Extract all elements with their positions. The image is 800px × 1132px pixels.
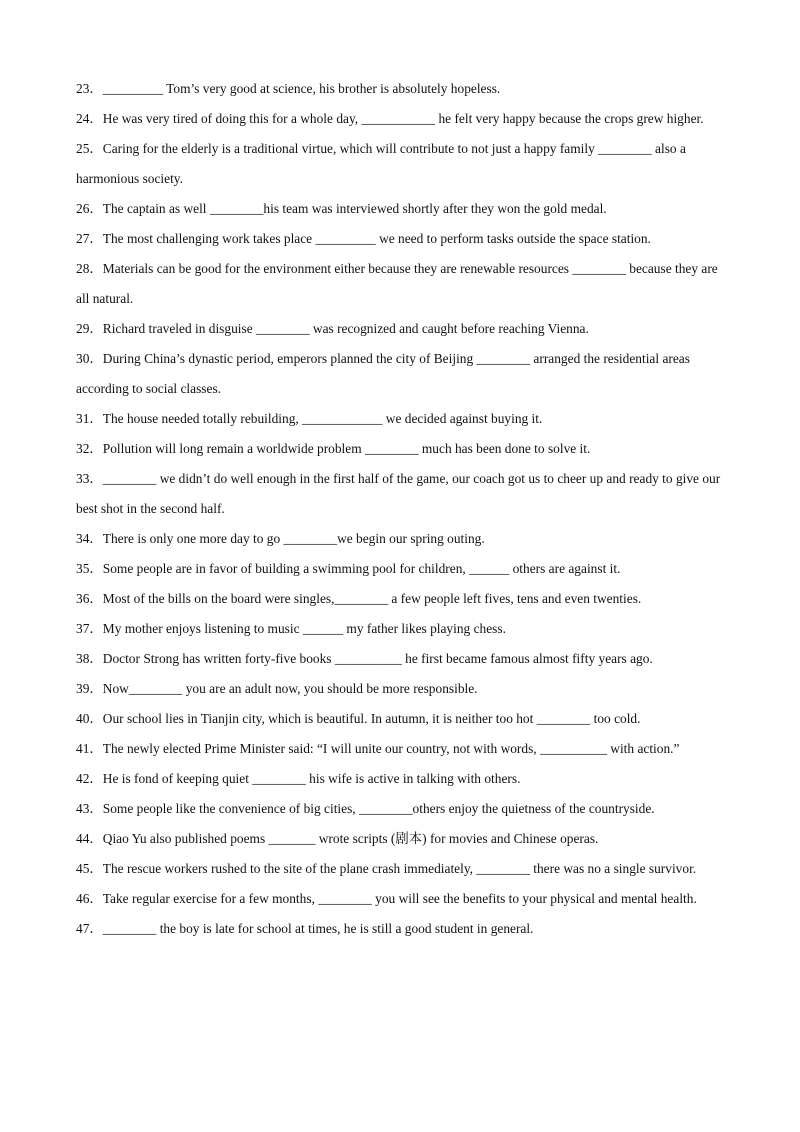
question-item bbox=[76, 734, 730, 764]
question-number: 31． bbox=[76, 411, 103, 426]
question-number: 42． bbox=[76, 771, 103, 786]
question-item bbox=[76, 224, 730, 254]
question-item bbox=[76, 914, 730, 944]
question-number: 47． bbox=[76, 921, 103, 936]
question-text: There is only one more day to go ________we begin our spring outing. bbox=[102, 531, 485, 546]
question-number: 34． bbox=[76, 531, 103, 546]
question-number: 23． bbox=[76, 81, 103, 96]
question-text: Materials can be good for the environment either because they are renewable resources ________ because they are all natural. bbox=[76, 261, 718, 306]
question-number: 32． bbox=[76, 441, 103, 456]
question-text: Some people like the convenience of big cities, ________others enjoy the quietness of the countryside. bbox=[102, 801, 655, 816]
question-item bbox=[76, 674, 730, 704]
question-number: 36． bbox=[76, 591, 103, 606]
question-item bbox=[76, 764, 730, 794]
question-number: 41． bbox=[76, 741, 103, 756]
question-text: My mother enjoys listening to music ______ my father likes playing chess. bbox=[102, 621, 506, 636]
question-text: The most challenging work takes place _________ we need to perform tasks outside the space station. bbox=[102, 231, 651, 246]
question-text: Richard traveled in disguise ________ was recognized and caught before reaching Vienna. bbox=[102, 321, 589, 336]
question-item bbox=[76, 554, 730, 584]
question-text: During China’s dynastic period, emperors planned the city of Beijing ________ arranged the residential areas according to social classes. bbox=[76, 351, 690, 396]
question-number: 26． bbox=[76, 201, 103, 216]
question-number: 37． bbox=[76, 621, 103, 636]
question-text: Doctor Strong has written forty-five books __________ he first became famous almost fifty years ago. bbox=[102, 651, 653, 666]
question-text: The rescue workers rushed to the site of the plane crash immediately, ________ there was no a single survivor. bbox=[102, 861, 697, 876]
question-item bbox=[76, 104, 730, 134]
question-item bbox=[76, 404, 730, 434]
question-number: 45． bbox=[76, 861, 103, 876]
question-number: 35． bbox=[76, 561, 103, 576]
question-text: The house needed totally rebuilding, ____________ we decided against buying it. bbox=[102, 411, 543, 426]
question-text: Qiao Yu also published poems _______ wrote scripts (剧本) for movies and Chinese operas. bbox=[102, 831, 599, 846]
question-item bbox=[76, 344, 730, 404]
worksheet-page bbox=[76, 74, 730, 944]
question-item bbox=[76, 704, 730, 734]
question-item bbox=[76, 464, 730, 524]
question-number: 28． bbox=[76, 261, 103, 276]
question-text: Caring for the elderly is a traditional virtue, which will contribute to not just a happy family ________ also a harmonious society. bbox=[76, 141, 686, 186]
question-number: 46． bbox=[76, 891, 103, 906]
question-number: 24． bbox=[76, 111, 103, 126]
question-number: 25． bbox=[76, 141, 103, 156]
question-item bbox=[76, 524, 730, 554]
question-item bbox=[76, 314, 730, 344]
question-number: 40． bbox=[76, 711, 103, 726]
question-item bbox=[76, 194, 730, 224]
question-item bbox=[76, 614, 730, 644]
question-text: Now________ you are an adult now, you should be more responsible. bbox=[102, 681, 478, 696]
question-number: 44． bbox=[76, 831, 103, 846]
question-item bbox=[76, 584, 730, 614]
question-item bbox=[76, 884, 730, 914]
question-text: _________ Tom’s very good at science, his brother is absolutely hopeless. bbox=[102, 81, 501, 96]
question-text: The captain as well ________his team was interviewed shortly after they won the gold medal. bbox=[102, 201, 607, 216]
question-number: 43． bbox=[76, 801, 103, 816]
question-number: 38． bbox=[76, 651, 103, 666]
question-item bbox=[76, 254, 730, 314]
question-text: Some people are in favor of building a swimming pool for children, ______ others are against it. bbox=[102, 561, 621, 576]
question-number: 33． bbox=[76, 471, 103, 486]
question-text: ________ we didn’t do well enough in the first half of the game, our coach got us to cheer up and ready to give our best shot in the second half. bbox=[76, 471, 721, 516]
question-text: He was very tired of doing this for a whole day, ___________ he felt very happy because the crops grew higher. bbox=[102, 111, 704, 126]
question-text: Take regular exercise for a few months, ________ you will see the benefits to your physical and mental health. bbox=[102, 891, 697, 906]
question-text: The newly elected Prime Minister said: “I will unite our country, not with words, __________ with action.” bbox=[102, 741, 680, 756]
question-text: Our school lies in Tianjin city, which is beautiful. In autumn, it is neither too hot ________ too cold. bbox=[102, 711, 641, 726]
question-text: ________ the boy is late for school at times, he is still a good student in general. bbox=[102, 921, 534, 936]
question-text: Most of the bills on the board were singles,________ a few people left fives, tens and even twenties. bbox=[102, 591, 642, 606]
question-number: 29． bbox=[76, 321, 103, 336]
question-text: He is fond of keeping quiet ________ his wife is active in talking with others. bbox=[102, 771, 521, 786]
question-item bbox=[76, 794, 730, 824]
question-item bbox=[76, 74, 730, 104]
question-item bbox=[76, 644, 730, 674]
question-number: 39． bbox=[76, 681, 103, 696]
question-item bbox=[76, 854, 730, 884]
question-number: 27． bbox=[76, 231, 103, 246]
question-item bbox=[76, 134, 730, 194]
question-item bbox=[76, 824, 730, 854]
question-item bbox=[76, 434, 730, 464]
question-number: 30． bbox=[76, 351, 103, 366]
question-text: Pollution will long remain a worldwide problem ________ much has been done to solve it. bbox=[102, 441, 591, 456]
